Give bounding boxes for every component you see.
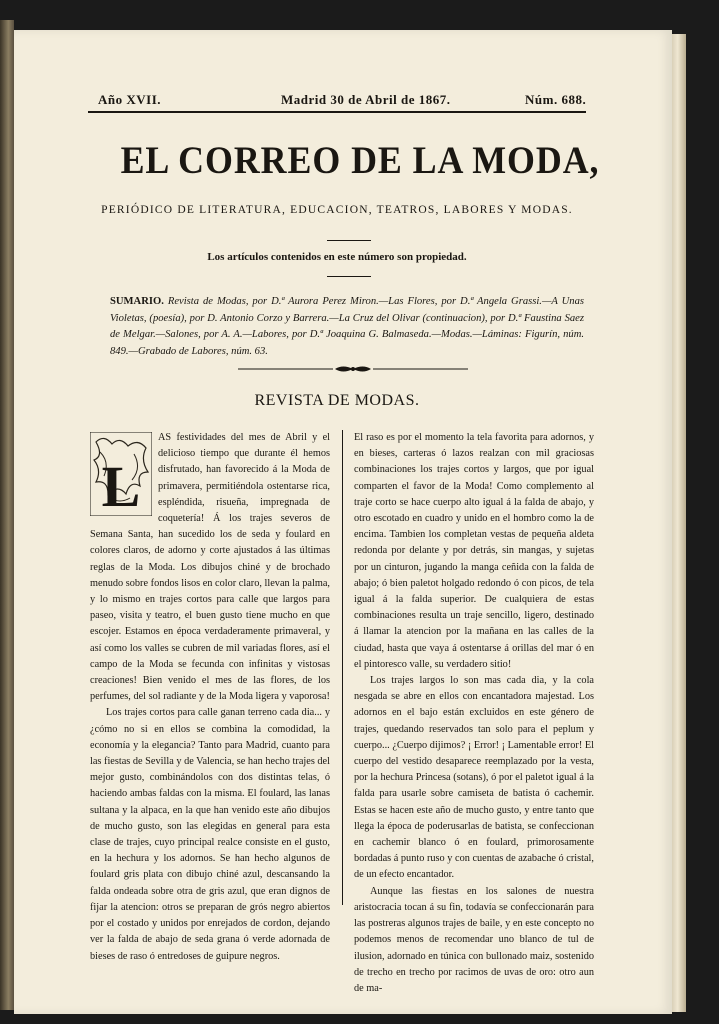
paragraph: Aunque las fiestas en los salones de nuestra aristocracia tocan á su fin, todavía se confeccionarán para las postreras algunos trajes de baile, y en este concepto no podemos menos de recomendar uno blanco de tul de ilusion, adornado en túnica con bullonado maiz, sostenido de trecho en trecho por racimos de uvas de oro: otro aun de ma-: [354, 885, 594, 994]
summary-label: SUMARIO.: [110, 296, 164, 307]
header-rule: [88, 111, 586, 113]
newspaper-subtitle: PERIÓDICO DE LITERATURA, EDUCACION, TEATROS, LABORES Y MODAS.: [101, 204, 573, 216]
decorated-initial: [90, 432, 152, 516]
paragraph: AS festividades del mes de Abril y el delicioso tiempo que durante él hemos disfrutado, han favorecido á la Moda de primavera, permitiéndola ostentarse rica, espléndida, risueña, impregnada de coquetería! Á los trajes severos de Semana Santa, han sucedido los de seda y foulard en colores claros, de adorno y corte ajustados á las últimas reglas de la Moda. Los dibujos chiné y de brochado menudo sobre fondos lisos en color claro, llevan la palma, y lo mismo en trajes cortos para calle que largos para paseo, visita y teatro, el buen gusto tiene mucho en que escojer. Estamos en época verdaderamente primaveral, y así como los valles se cubren de mil variadas flores, así el campo de la Moda se fecunda con infinitas y vistosas creaciones! Bien venido el mes de las flores, de los perfumes, del sol radiante y de la Moda ligera y vaporosa!: [90, 432, 330, 703]
section-title: REVISTA DE MODAS.: [254, 392, 420, 409]
newspaper-title: EL CORREO DE LA MODA,: [120, 139, 600, 182]
year-label: Año XVII.: [98, 92, 162, 107]
date-label: Madrid 30 de Abril de 1867.: [281, 92, 451, 107]
summary-text: Revista de Modas, por D.ª Aurora Perez Miron.—Las Flores, por D.ª Angela Grassi.—A Unas Violetas, (poesía), por D. Antonio Corzo y Barrera.—La Cruz del Olivar (continuacion), por D.ª Faustina Saez de Melgar.—Salones, por A. A.—Labores, por D.ª Joaquina G. Balmaseda.—Modas.—Láminas: Figurín, núm. 849.—Grabado de Labores, núm. 63.: [110, 296, 584, 357]
paragraph: Los trajes largos lo son mas cada dia, y la cola nesgada se abre en ellos con encantadora majestad. Los adornos en el bajo están excluidos en este género de trajes, quedando reservados tan solo para el peplum y cuerpo... ¿Cuerpo dijimos? ¡ Error! ¡ Lamentable error! El cuerpo del vestido desaparece reemplazado por la vesta, por la hechura Princesa (sotans), ó por el paletot igual á la falda para usarle sobre camiseta de batista ó cachemir. Estas se hacen este año de mucho gusto, y entre tanto que llega la época de poderusarlas de batista, se confeccionan en cachemir blanco ó en foulard, primorosamente bordadas á punto ruso y con cuentas de azabache ó cristal, de un efecto encantador.: [354, 675, 594, 881]
paragraph: Los trajes cortos para calle ganan terreno cada dia... y ¿cómo no si en ellos se combina la comodidad, la economía y la elegancia? Tanto para Madrid, cuanto para las fiestas de Sevilla y de Valencia, se han hecho trajes del mejor gusto, combinándolos con dos distintas telas, ó haciendo ambas faldas con la misma. El foulard, las lanas sultana y la alpaca, en la que han venido este año dibujos de mucho gusto, son las elegidas en general para esta clase de trajes, cuyo principal realce consiste en el gusto, en la hechura y los adornos. Se han hecho algunos de foulard gris plata con dibujo chiné azul, descansando la falda ondeada sobre otra de gris azul, que eran dignos de fijar la atencion: otros se preparan de grós negro abiertos por el costado y unidos por enrejados de cordon, dejando ver la falda de abajo de seda grana ó verde adornada de bieses de raso ó entredoses de guipure negros.: [90, 707, 330, 962]
issue-number: Núm. 688.: [525, 92, 587, 107]
column-divider: [342, 430, 343, 905]
property-notice: Los artículos contenidos en este número son propiedad.: [207, 251, 467, 263]
page-edge: [672, 34, 686, 1012]
column-left: [90, 430, 330, 965]
book-spine: [0, 20, 14, 1010]
summary-block: [110, 294, 584, 360]
ornamental-divider: [238, 364, 468, 374]
initial-letter: L: [101, 454, 141, 516]
paragraph: El raso es por el momento la tela favorita para adornos, y en bieses, carteras ó lazos realzan con mil graciosas combinaciones los trajes cortos y largos, que por igual comparten el favor de la Moda! Como complemento al traje corto se hace cuerpo alto igual á la falda de abajo, y otro escotado en cuadro y unido en el hombro como la de encima. Tambien los completan vestas de pequeña aldeta redonda por delante y por detrás, sin mangas, y sujetas por un cinturon, jugando la manga ceñida con la falda de abajo; ó bien paletot holgado redondo ó con picos, de tela igual á la falda superior. De cualquiera de estas combinaciones resulta un traje sencillo, ligero, destinado á llamar la atencion por la mañana en las calles de la ciudad, hasta que vaya á ostentarse á orillas del mar ó en el pintoresco valle, su verdadero sitio!: [354, 432, 594, 670]
column-right: [354, 430, 594, 997]
short-divider: [327, 240, 371, 241]
short-divider-2: [327, 276, 371, 277]
